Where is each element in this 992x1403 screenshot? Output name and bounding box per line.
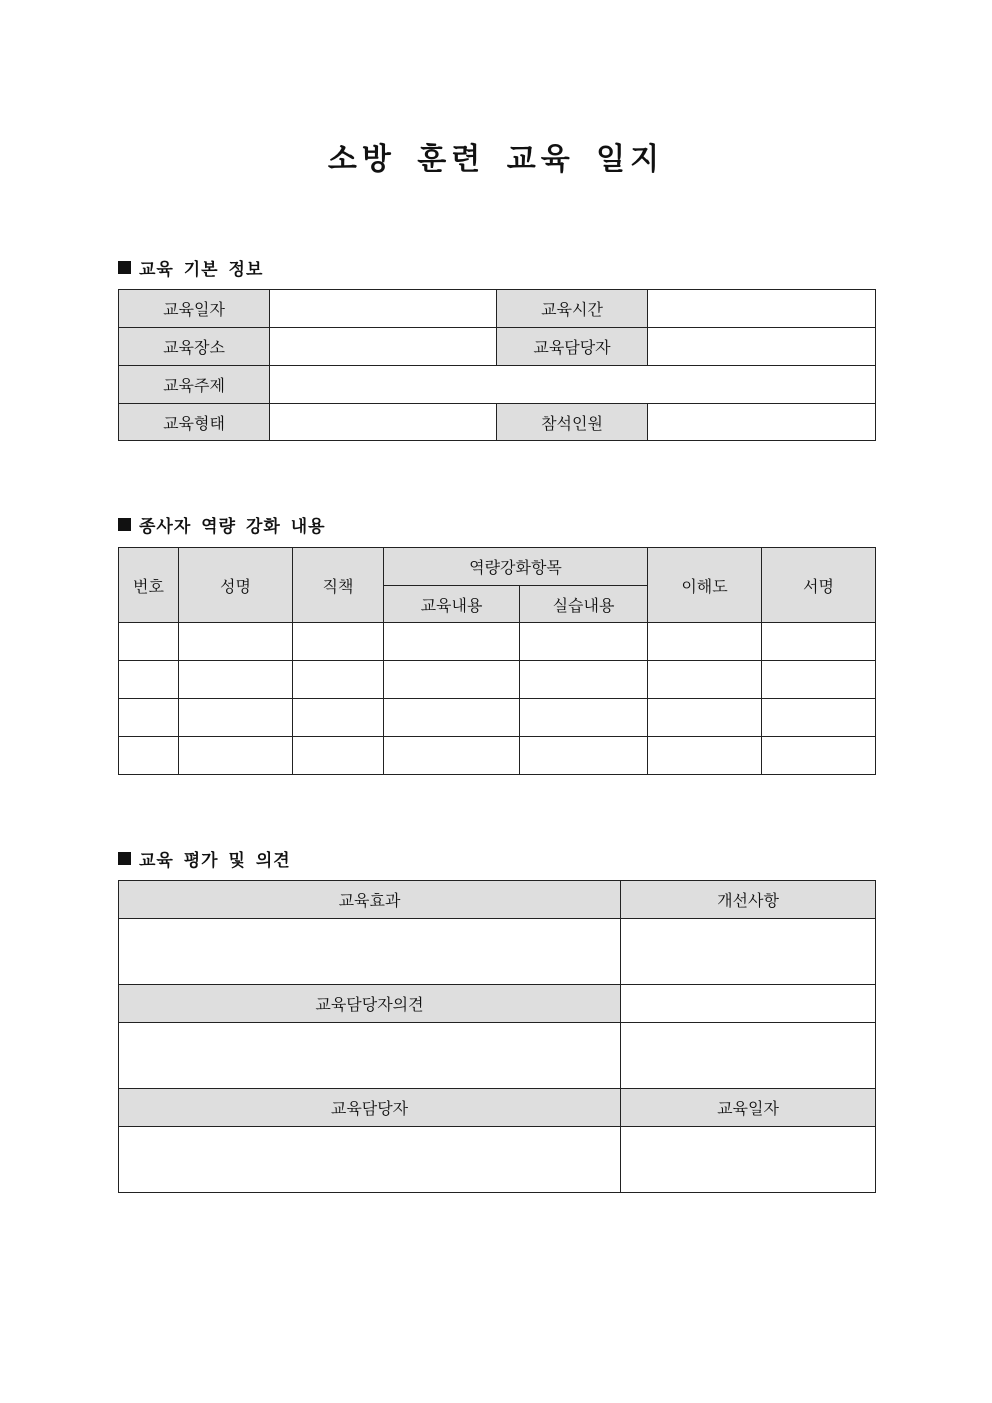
cell-practice-content[interactable] — [520, 661, 648, 699]
cell-position[interactable] — [293, 737, 384, 775]
field-manager-opinion[interactable] — [119, 1023, 621, 1089]
field-manager-opinion-extra[interactable] — [621, 1023, 876, 1089]
cell-name[interactable] — [179, 699, 293, 737]
label-improvement: 개선사항 — [621, 881, 876, 919]
header-practice-content: 실습내용 — [520, 586, 648, 623]
label-edu-topic: 교육주제 — [119, 366, 270, 404]
label-edu-date-sign: 교육일자 — [621, 1089, 876, 1127]
cell-position[interactable] — [293, 661, 384, 699]
field-opinion-side[interactable] — [621, 985, 876, 1023]
label-manager-opinion: 교육담당자의견 — [119, 985, 621, 1023]
cell-signature[interactable] — [762, 737, 876, 775]
cell-number[interactable] — [119, 699, 179, 737]
label-edu-manager: 교육담당자 — [497, 328, 648, 366]
field-attendees[interactable] — [648, 404, 876, 441]
cell-signature[interactable] — [762, 623, 876, 661]
cell-understanding[interactable] — [648, 623, 762, 661]
page-title: 소방 훈련 교육 일지 — [327, 142, 665, 177]
square-bullet-icon — [118, 852, 131, 865]
cell-practice-content[interactable] — [520, 737, 648, 775]
header-understanding: 이해도 — [648, 548, 762, 623]
field-edu-effect[interactable] — [119, 919, 621, 985]
field-edu-topic[interactable] — [270, 366, 876, 404]
cell-understanding[interactable] — [648, 737, 762, 775]
cell-edu-content[interactable] — [384, 699, 520, 737]
table-row — [119, 623, 876, 661]
section-heading-label: 교육 기본 정보 — [139, 260, 264, 280]
header-edu-content: 교육내용 — [384, 586, 520, 623]
section-heading-evaluation — [118, 846, 291, 871]
section-heading-label: 교육 평가 및 의견 — [139, 851, 291, 871]
field-edu-time[interactable] — [648, 290, 876, 328]
label-edu-place: 교육장소 — [119, 328, 270, 366]
cell-practice-content[interactable] — [520, 699, 648, 737]
header-name: 성명 — [179, 548, 293, 623]
table-row — [119, 699, 876, 737]
cell-understanding[interactable] — [648, 661, 762, 699]
cell-practice-content[interactable] — [520, 623, 648, 661]
field-edu-manager-sign[interactable] — [119, 1127, 621, 1193]
cell-name[interactable] — [179, 623, 293, 661]
header-position: 직책 — [293, 548, 384, 623]
section-heading-capacity — [118, 512, 326, 537]
basic-info-table — [118, 289, 876, 441]
field-edu-type[interactable] — [270, 404, 497, 441]
header-number: 번호 — [119, 548, 179, 623]
cell-edu-content[interactable] — [384, 661, 520, 699]
label-attendees: 참석인원 — [497, 404, 648, 441]
label-edu-manager-sign: 교육담당자 — [119, 1089, 621, 1127]
field-edu-manager[interactable] — [648, 328, 876, 366]
cell-signature[interactable] — [762, 699, 876, 737]
table-row — [119, 661, 876, 699]
table-row — [119, 737, 876, 775]
header-capacity-items: 역량강화항목 — [384, 548, 648, 586]
label-edu-effect: 교육효과 — [119, 881, 621, 919]
field-edu-place[interactable] — [270, 328, 497, 366]
field-edu-date-sign[interactable] — [621, 1127, 876, 1193]
field-edu-date[interactable] — [270, 290, 497, 328]
cell-number[interactable] — [119, 623, 179, 661]
label-edu-time: 교육시간 — [497, 290, 648, 328]
cell-position[interactable] — [293, 699, 384, 737]
label-edu-type: 교육형태 — [119, 404, 270, 441]
capacity-table — [118, 547, 876, 775]
cell-number[interactable] — [119, 737, 179, 775]
cell-understanding[interactable] — [648, 699, 762, 737]
cell-edu-content[interactable] — [384, 737, 520, 775]
section-heading-basic-info — [118, 255, 263, 280]
cell-position[interactable] — [293, 623, 384, 661]
cell-edu-content[interactable] — [384, 623, 520, 661]
section-heading-label: 종사자 역량 강화 내용 — [139, 517, 326, 537]
label-edu-date: 교육일자 — [119, 290, 270, 328]
header-signature: 서명 — [762, 548, 876, 623]
cell-number[interactable] — [119, 661, 179, 699]
square-bullet-icon — [118, 261, 131, 274]
square-bullet-icon — [118, 518, 131, 531]
cell-name[interactable] — [179, 737, 293, 775]
evaluation-table — [118, 880, 876, 1193]
cell-signature[interactable] — [762, 661, 876, 699]
field-improvement[interactable] — [621, 919, 876, 985]
cell-name[interactable] — [179, 661, 293, 699]
